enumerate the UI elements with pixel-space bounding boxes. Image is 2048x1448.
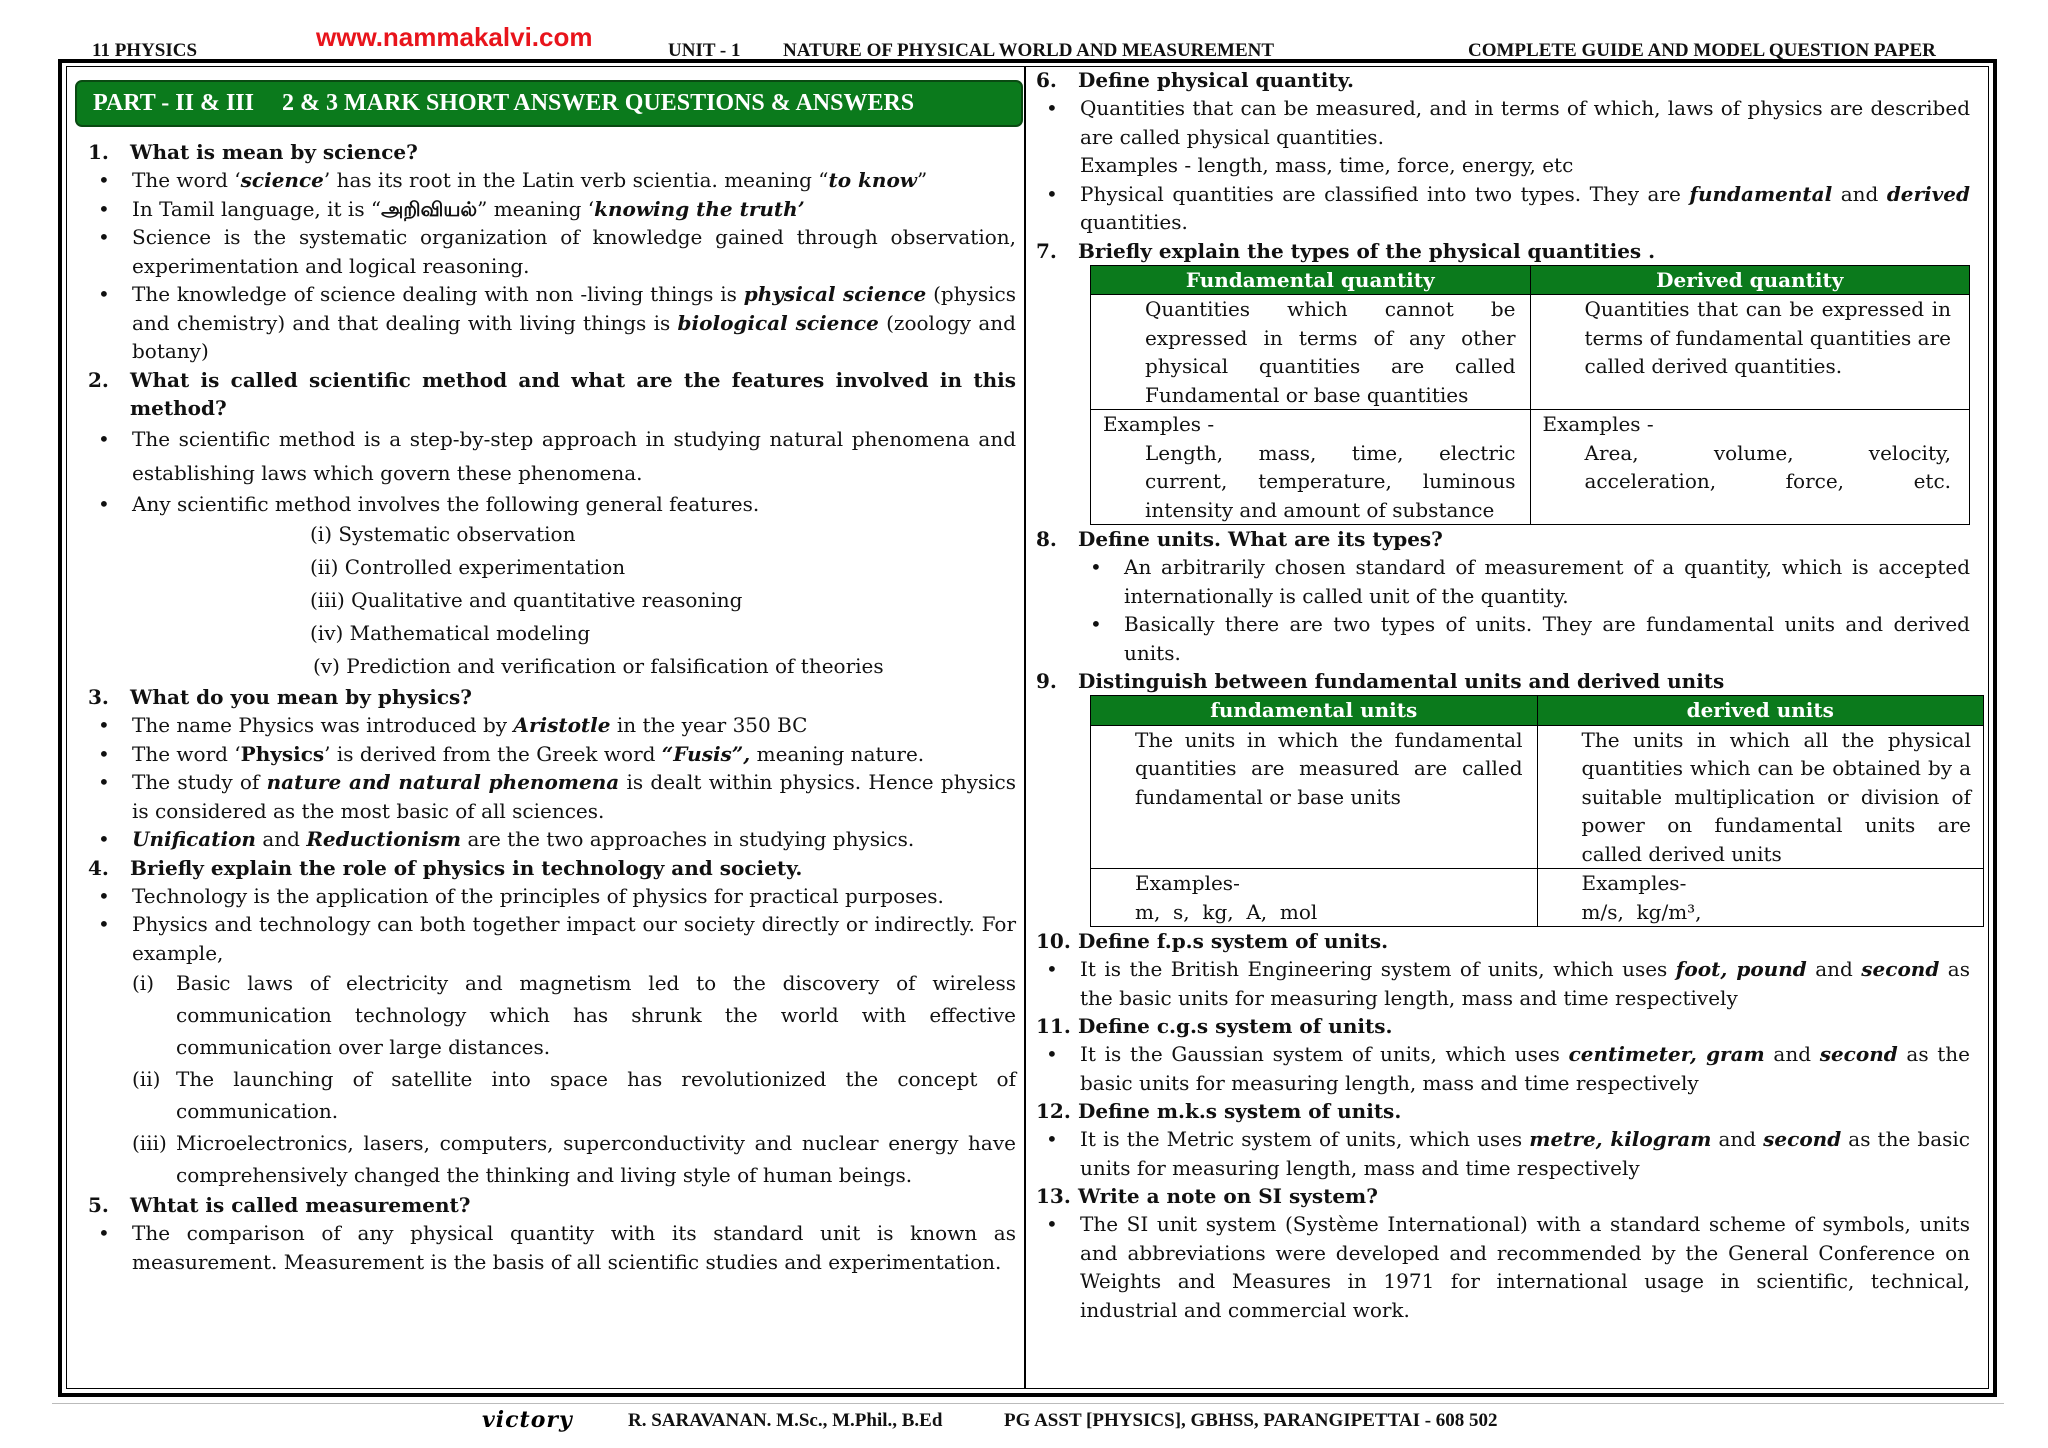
guide-label: COMPLETE GUIDE AND MODEL QUESTION PAPER xyxy=(1468,40,1936,61)
question-4: 4. Briefly explain the role of physics in technology and society. xyxy=(88,855,803,880)
feature-item: (v) Prediction and verification or falsification of theories xyxy=(313,654,884,678)
question-11: 11. Define c.g.s system of units. xyxy=(1036,1014,1393,1038)
table-cell: The units in which the fundamental quantities are measured are called fundamental or base units xyxy=(1091,725,1538,869)
list-item: • Technology is the application of the principles of physics for practical purposes. xyxy=(98,883,944,908)
banner-part: PART - II & III xyxy=(93,90,254,116)
right-column xyxy=(1036,66,1970,1324)
column-header: fundamental units xyxy=(1091,696,1538,726)
table-row xyxy=(1091,295,1970,410)
table-header-row xyxy=(1091,696,1984,726)
table-cell: Examples - Area, volume, velocity, acceleration, force, etc. xyxy=(1530,410,1970,525)
table-cell: Examples - Length, mass, time, electric current, temperature, luminous intensity and amount of substance xyxy=(1091,410,1531,525)
question-12: 12. Define m.k.s system of units. xyxy=(1036,1099,1402,1123)
list-item: • The SI unit system (Système International) with a standard scheme of symbols, units and abbreviations were developed and recommended by the General Conference on Weights and Measures in 1971 for international usage in scientific, technical, industrial and commercial work. xyxy=(1046,1212,1970,1322)
footer-rule xyxy=(52,1403,2004,1404)
column-header: Derived quantity xyxy=(1530,265,1970,295)
table-cell: Quantities which cannot be expressed in terms of any other physical quantities are called Fundamental or base quantities xyxy=(1091,295,1531,410)
question-9: 9. Distinguish between fundamental units and derived units xyxy=(1036,669,1725,693)
banner-marks: 2 & 3 MARK SHORT ANSWER QUESTIONS & ANSWERS xyxy=(281,90,915,116)
example-item: (i) Basic laws of electricity and magnetism led to the discovery of wireless communication technology which has shrunk the world with effective communication over large distances. xyxy=(132,971,1016,1059)
left-column xyxy=(88,138,1016,1276)
victory-logo: victory xyxy=(482,1407,573,1433)
list-item: • The word ‘science’ has its root in the Latin verb scientia. meaning “to know” xyxy=(98,168,928,192)
question-6: 6. Define physical quantity. xyxy=(1036,68,1354,92)
question-10: 10. Define f.p.s system of units. xyxy=(1036,929,1389,953)
table-cell: Examples- m, s, kg, A, mol xyxy=(1091,869,1538,927)
question-7: 7. Briefly explain the types of the physical quantities . xyxy=(1036,238,1656,263)
column-header: Fundamental quantity xyxy=(1091,265,1531,295)
example-item: (ii) The launching of satellite into space has revolutionized the concept of communication. xyxy=(132,1067,1016,1123)
table-cell: The units in which all the physical quantities which can be obtained by a suitable multiplication or division of power on fundamental units are called derived units xyxy=(1537,725,1984,869)
subject-label: 11 PHYSICS xyxy=(92,40,198,61)
question-3: 3. What do you mean by physics? xyxy=(88,685,472,709)
list-item: • Science is the systematic organization of knowledge gained through observation, experimentation and logical reasoning. xyxy=(98,225,1016,278)
question-13: 13. Write a note on SI system? xyxy=(1036,1184,1378,1208)
table-row xyxy=(1091,410,1970,525)
list-item: • The comparison of any physical quantity with its standard unit is known as measurement. Measurement is the basis of all scientific studies and experimentation. xyxy=(98,1221,1016,1274)
unit-label: UNIT - 1 xyxy=(668,40,741,61)
question-2: 2. What is called scientific method and what are the features involved in this method? xyxy=(88,367,1016,420)
feature-item: (iv) Mathematical modeling xyxy=(310,621,591,645)
column-divider xyxy=(1024,66,1026,1389)
list-item: • It is the British Engineering system of units, which uses foot, pound and second as the basic units for measuring length, mass and time respectively xyxy=(1046,957,1970,1010)
unit-title: NATURE OF PHYSICAL WORLD AND MEASUREMENT xyxy=(783,40,1275,61)
list-item: • The scientific method is a step-by-step approach in studying natural phenomena and establishing laws which govern these phenomena. xyxy=(98,426,1016,485)
list-item: • The word ‘Physics’ is derived from the Greek word “Fusis”, meaning nature. xyxy=(98,741,925,766)
table-row xyxy=(1091,725,1984,869)
question-8: 8. Define units. What are its types? xyxy=(1036,527,1443,551)
footer-post: PG ASST [PHYSICS], GBHSS, PARANGIPETTAI - 608 502 xyxy=(1004,1410,1498,1431)
example-item: (iii) Microelectronics, lasers, computers, superconductivity and nuclear energy have comprehensively changed the thinking and living style of human beings. xyxy=(132,1131,1016,1187)
list-item: • Physical quantities are classified into two types. They are fundamental and derived quantities. xyxy=(1046,181,1970,234)
table-cell: Examples- m/s, kg/m³, xyxy=(1537,869,1984,927)
feature-item: (ii) Controlled experimentation xyxy=(310,555,626,579)
website-link[interactable]: www.nammakalvi.com xyxy=(316,22,593,52)
footer-author: R. SARAVANAN. M.Sc., M.Phil., B.Ed xyxy=(628,1410,943,1431)
units-table xyxy=(1090,695,1984,927)
example-list xyxy=(88,967,1016,1191)
column-header: derived units xyxy=(1537,696,1984,726)
list-item: • An arbitrarily chosen standard of measurement of a quantity, which is accepted internationally is called unit of the quantity. xyxy=(1090,555,1970,608)
feature-item: (iii) Qualitative and quantitative reasoning xyxy=(310,588,743,612)
table-cell: Quantities that can be expressed in terms of fundamental quantities are called derived quantities. xyxy=(1530,295,1970,410)
feature-item: (i) Systematic observation xyxy=(310,522,576,546)
list-item: • Quantities that can be measured, and in terms of which, laws of physics are described are called physical quantities. Examples - length, mass, time, force, energy, etc xyxy=(1046,96,1970,177)
quantity-table xyxy=(1090,265,1970,526)
question-5: 5. Whtat is called measurement? xyxy=(88,1193,471,1217)
list-item: • The knowledge of science dealing with non -living things is physical science (physics and chemistry) and that dealing with living things is biological science (zoology and botany) xyxy=(98,282,1016,363)
list-item: • Any scientific method involves the following general features. xyxy=(98,491,760,516)
feature-list xyxy=(88,518,1016,683)
list-item: • In Tamil language, it is “அறிவியல்” meaning ‘knowing the truth’ xyxy=(98,196,805,221)
table-row xyxy=(1091,869,1984,927)
list-item: • Basically there are two types of units. They are fundamental units and derived units. xyxy=(1090,612,1970,665)
question-1: 1. What is mean by science? xyxy=(88,140,418,164)
page-footer xyxy=(0,1407,2048,1433)
list-item: • It is the Gaussian system of units, which uses centimeter, gram and second as the basic units for measuring length, mass and time respectively xyxy=(1046,1042,1971,1095)
table-header-row xyxy=(1091,265,1970,295)
list-item: • Physics and technology can both together impact our society directly or indirectly. For example, xyxy=(98,912,1016,965)
list-item: • The study of nature and natural phenomena is dealt within physics. Hence physics is considered as the most basic of all sciences. xyxy=(98,770,1017,823)
list-item: • Unification and Reductionism are the two approaches in studying physics. xyxy=(98,827,915,851)
section-banner xyxy=(75,80,1023,127)
list-item: • It is the Metric system of units, which uses metre, kilogram and second as the basic units for measuring length, mass and time respectively xyxy=(1046,1127,1970,1180)
list-item: • The name Physics was introduced by Aristotle in the year 350 BC xyxy=(98,713,808,737)
